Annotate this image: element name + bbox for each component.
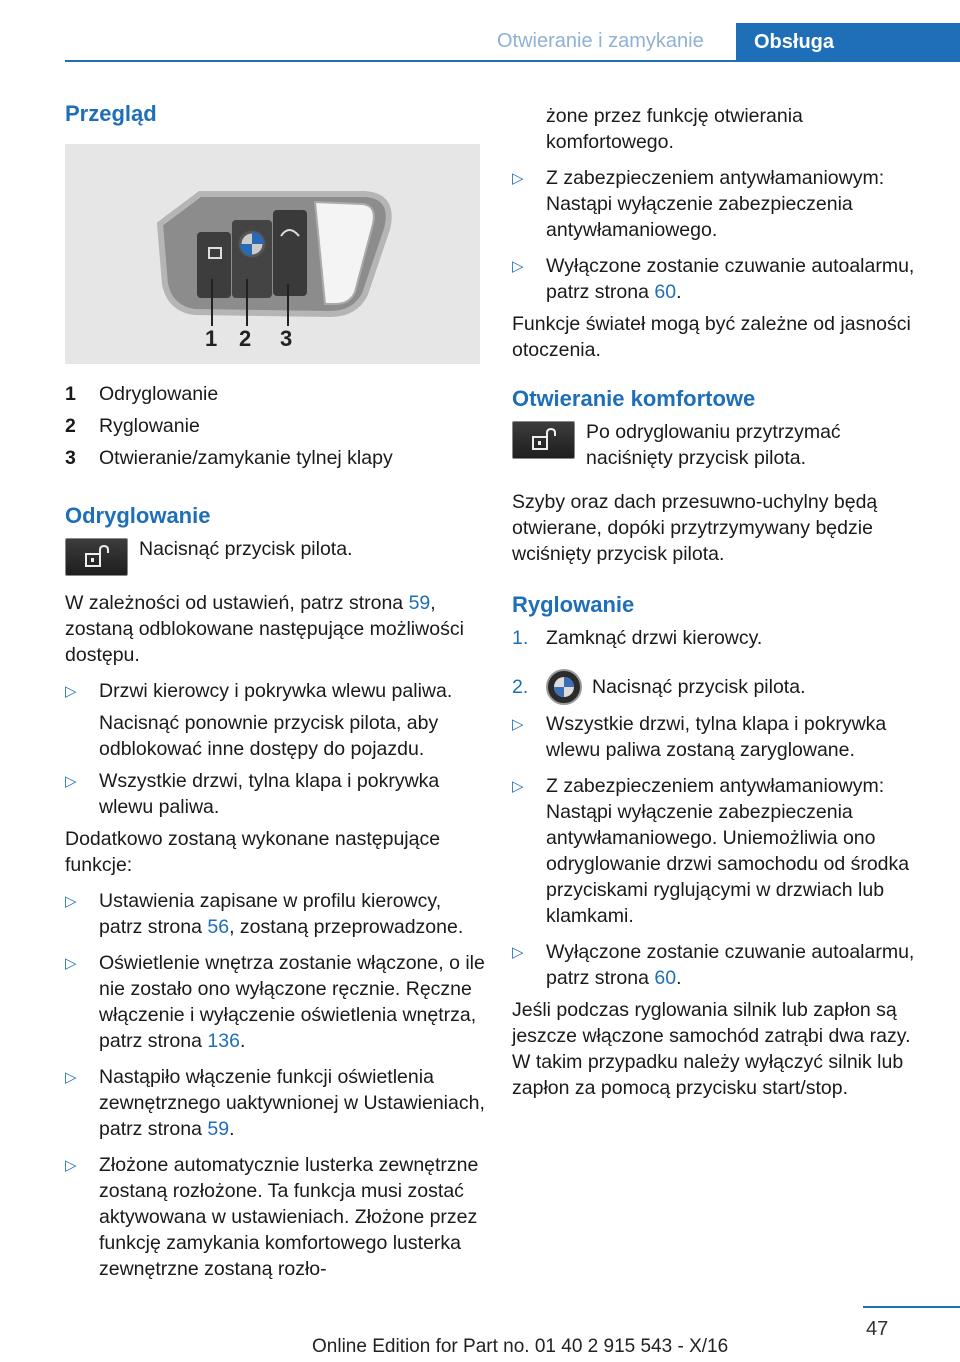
comfort-open-title: Otwieranie komfortowe xyxy=(512,386,756,411)
key-label-3: 3 xyxy=(280,326,293,351)
list-item: ▷ Ustawienia zapisane w profilu kierowcy, patrz strona 56, zostaną przeprowadzone. xyxy=(65,890,464,938)
page-link[interactable]: 60 xyxy=(654,967,677,989)
footer-rule xyxy=(863,1306,960,1308)
list-item: ▷ Z zabezpieczeniem antywłamaniowym: Nastąpi wyłączenie zabezpieczenia antywłamaniowego. xyxy=(512,167,885,241)
unlock-paragraph: W zależności od ustawień, patrz strona 59, zostaną odblokowane następujące możliwości dostępu. xyxy=(65,592,464,666)
lights-text: Funkcje świateł mogą być zależne od jasności otoczenia. xyxy=(512,313,911,361)
page-number: 47 xyxy=(866,1318,889,1340)
continued-text: żone przez funkcję otwierania komfortowego. xyxy=(546,105,803,153)
step-item: 2. Nacisnąć przycisk pilota. xyxy=(512,669,928,705)
lock-title: Ryglowanie xyxy=(512,592,635,617)
list-item: ▷ Wszystkie drzwi, tylna klapa i pokrywka wlewu paliwa. xyxy=(65,770,440,818)
additional-functions-text: Dodatkowo zostaną wykonane następujące funkcje: xyxy=(65,828,441,876)
key-label-2: 2 xyxy=(239,326,252,351)
horn-warning-text: Jeśli podczas ryglowania silnik lub zapłon są jeszcze włączone samochód zatrąbi dwa razy. W takim przypadku należy wyłączyć silnik lub zapłon za pomocą przycisku start/stop. xyxy=(512,999,911,1099)
comfort-icon-text: Po odryglowaniu przytrzymać naciśnięty przycisk pilota. xyxy=(586,421,841,469)
unlock-icon-row xyxy=(65,536,485,576)
list-item: ▷ Oświetlenie wnętrza zostanie włączone, o ile nie zostało ono wyłączone ręcznie. Ręczne włączenie i wyłączenie oświetlenia wnętrza, patrz strona 136. xyxy=(65,952,485,1052)
legend-item: 2 Ryglowanie xyxy=(65,415,200,437)
page-link[interactable]: 136 xyxy=(207,1030,240,1052)
list-item: ▷ Nastąpiło włączenie funkcji oświetlenia zewnętrznego uaktywnionej w Ustawieniach, patrz strona 59. xyxy=(65,1066,485,1140)
overview-title: Przegląd xyxy=(65,101,157,126)
key-fob-illustration xyxy=(65,144,480,364)
header-section: Otwieranie i zamykanie xyxy=(497,30,704,52)
unlock-button-icon xyxy=(65,538,128,576)
page-link[interactable]: 60 xyxy=(654,281,677,303)
page-link[interactable]: 59 xyxy=(207,1118,230,1140)
list-item: ▷ Drzwi kierowcy i pokrywka wlewu paliwa. Nacisnąć ponownie przycisk pilota, aby odblokować inne dostępy do pojazdu. xyxy=(65,680,453,760)
list-item: ▷ Złożone automatycznie lusterka zewnętrzne zostaną rozłożone. Ta funkcja musi zostać aktywowana w ustawieniach. Złożone przez funkcję zamykania komfortowego lusterka zewnętrzne zostaną rozło- xyxy=(65,1154,479,1280)
key-legend xyxy=(65,378,485,474)
list-item: ▷ Wszystkie drzwi, tylna klapa i pokrywka wlewu paliwa zostaną zaryglowane. xyxy=(512,713,887,761)
key-fob-icon xyxy=(65,144,480,364)
page-link[interactable]: 59 xyxy=(408,592,431,614)
list-item: ▷ Wyłączone zostanie czuwanie autoalarmu, patrz strona 60. xyxy=(512,255,915,303)
left-column xyxy=(65,100,485,1288)
bmw-logo-icon xyxy=(546,669,582,705)
unlock-title: Odryglowanie xyxy=(65,503,211,528)
list-item: ▷ Z zabezpieczeniem antywłamaniowym: Nastąpi wyłączenie zabezpieczenia antywłamaniowego. Uniemożliwia ono odryglowanie drzwi samochodu od środka przyciskami ryglującymi w drzwiach lub klamkami. xyxy=(512,775,910,927)
edition-text: Online Edition for Part no. 01 40 2 915 543 - X/16 xyxy=(312,1336,729,1357)
unlock-press-text: Nacisnąć przycisk pilota. xyxy=(139,538,353,560)
list-item: ▷ Wyłączone zostanie czuwanie autoalarmu, patrz strona 60. xyxy=(512,941,915,989)
comfort-icon-row xyxy=(512,419,928,471)
legend-item: 1 Odryglowanie xyxy=(65,383,219,405)
page-link[interactable]: 56 xyxy=(207,916,230,938)
legend-item: 3 Otwieranie/zamykanie tylnej klapy xyxy=(65,447,393,469)
unlock-button-icon xyxy=(512,421,575,459)
windows-text: Szyby oraz dach przesuwno-uchylny będą otwierane, dopóki przytrzymywany będzie wciśnięty przycisk pilota. xyxy=(512,491,878,565)
right-column xyxy=(512,103,928,1101)
header-chapter-tab[interactable]: Obsługa xyxy=(736,23,960,62)
key-label-1: 1 xyxy=(205,326,218,351)
step-item: 1. Zamknąć drzwi kierowcy. xyxy=(512,627,763,649)
header-rule xyxy=(65,60,960,62)
